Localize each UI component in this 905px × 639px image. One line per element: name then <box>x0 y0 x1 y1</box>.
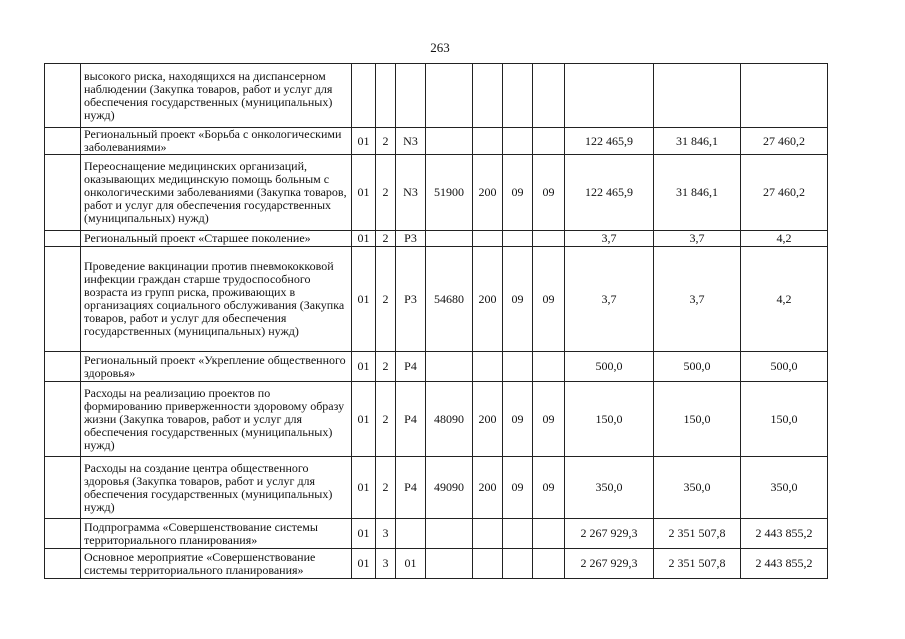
row-name: Подпрограмма «Совершенствование системы территориального планирования» <box>81 519 352 549</box>
subprogram-code: 2 <box>376 155 396 231</box>
expense-type-code: 200 <box>473 382 503 457</box>
amount-year-3: 27 460,2 <box>741 128 828 155</box>
expense-type-code <box>473 549 503 579</box>
activity-code: P4 <box>396 457 426 519</box>
section-code <box>503 128 533 155</box>
expense-type-code <box>473 352 503 382</box>
blank-cell <box>45 155 81 231</box>
program-code: 01 <box>352 457 376 519</box>
subsection-code: 09 <box>533 247 565 352</box>
expense-type-code <box>473 64 503 128</box>
table-row <box>45 247 828 352</box>
row-name: высокого риска, находящихся на диспансерном наблюдении (Закупка товаров, работ и услуг для обеспечения государственных (муниципальных) нужд) <box>81 64 352 128</box>
row-name: Проведение вакцинации против пневмококковой инфекции граждан старше трудоспособного возраста из групп риска, проживающих в организациях социального обслуживания (Закупка товаров, работ и услуг для обеспечения государственных (муниципальных) нужд) <box>81 247 352 352</box>
blank-cell <box>45 231 81 247</box>
subsection-code: 09 <box>533 382 565 457</box>
subsection-code <box>533 352 565 382</box>
amount-year-3: 2 443 855,2 <box>741 519 828 549</box>
amount-year-3: 350,0 <box>741 457 828 519</box>
amount-year-2: 3,7 <box>654 231 741 247</box>
section-code <box>503 352 533 382</box>
blank-cell <box>45 247 81 352</box>
amount-year-2: 500,0 <box>654 352 741 382</box>
subprogram-code: 2 <box>376 128 396 155</box>
blank-cell <box>45 519 81 549</box>
activity-code: N3 <box>396 128 426 155</box>
amount-year-3: 2 443 855,2 <box>741 549 828 579</box>
amount-year-2: 31 846,1 <box>654 155 741 231</box>
subsection-code <box>533 231 565 247</box>
table-row <box>45 457 828 519</box>
amount-year-1: 500,0 <box>565 352 654 382</box>
amount-year-2: 31 846,1 <box>654 128 741 155</box>
program-code: 01 <box>352 352 376 382</box>
table-row <box>45 549 828 579</box>
expense-type-code <box>473 519 503 549</box>
section-code <box>503 519 533 549</box>
row-name: Региональный проект «Старшее поколение» <box>81 231 352 247</box>
expense-type-code: 200 <box>473 155 503 231</box>
budget-table <box>44 63 828 579</box>
table-row <box>45 64 828 128</box>
program-code <box>352 64 376 128</box>
row-name: Региональный проект «Борьба с онкологическими заболеваниями» <box>81 128 352 155</box>
subprogram-code: 3 <box>376 519 396 549</box>
subsection-code <box>533 549 565 579</box>
expense-type-code: 200 <box>473 247 503 352</box>
expense-code <box>426 64 473 128</box>
subprogram-code: 3 <box>376 549 396 579</box>
program-code: 01 <box>352 519 376 549</box>
amount-year-3: 4,2 <box>741 231 828 247</box>
expense-type-code <box>473 231 503 247</box>
amount-year-1: 150,0 <box>565 382 654 457</box>
section-code <box>503 549 533 579</box>
amount-year-1: 3,7 <box>565 247 654 352</box>
program-code: 01 <box>352 155 376 231</box>
section-code: 09 <box>503 382 533 457</box>
expense-code <box>426 231 473 247</box>
subprogram-code <box>376 64 396 128</box>
activity-code: 01 <box>396 549 426 579</box>
table-row <box>45 519 828 549</box>
row-name: Расходы на создание центра общественного здоровья (Закупка товаров, работ и услуг для обеспечения государственных (муниципальных) нужд) <box>81 457 352 519</box>
blank-cell <box>45 457 81 519</box>
expense-code: 48090 <box>426 382 473 457</box>
section-code <box>503 231 533 247</box>
amount-year-1: 122 465,9 <box>565 155 654 231</box>
amount-year-1: 350,0 <box>565 457 654 519</box>
subprogram-code: 2 <box>376 247 396 352</box>
row-name: Основное мероприятие «Совершенствование системы территориального планирования» <box>81 549 352 579</box>
amount-year-2 <box>654 64 741 128</box>
section-code: 09 <box>503 457 533 519</box>
subprogram-code: 2 <box>376 231 396 247</box>
blank-cell <box>45 549 81 579</box>
expense-code: 49090 <box>426 457 473 519</box>
blank-cell <box>45 128 81 155</box>
page-number: 263 <box>430 40 450 55</box>
table-row <box>45 352 828 382</box>
amount-year-3: 150,0 <box>741 382 828 457</box>
table-row <box>45 155 828 231</box>
amount-year-3 <box>741 64 828 128</box>
expense-code <box>426 519 473 549</box>
subprogram-code: 2 <box>376 352 396 382</box>
amount-year-1: 2 267 929,3 <box>565 519 654 549</box>
program-code: 01 <box>352 549 376 579</box>
subsection-code: 09 <box>533 457 565 519</box>
amount-year-1 <box>565 64 654 128</box>
amount-year-1: 3,7 <box>565 231 654 247</box>
expense-code: 54680 <box>426 247 473 352</box>
blank-cell <box>45 382 81 457</box>
program-code: 01 <box>352 231 376 247</box>
program-code: 01 <box>352 382 376 457</box>
activity-code: P4 <box>396 352 426 382</box>
activity-code: P3 <box>396 231 426 247</box>
amount-year-2: 2 351 507,8 <box>654 549 741 579</box>
expense-code <box>426 549 473 579</box>
subsection-code <box>533 519 565 549</box>
amount-year-2: 3,7 <box>654 247 741 352</box>
table-row <box>45 231 828 247</box>
blank-cell <box>45 352 81 382</box>
amount-year-2: 350,0 <box>654 457 741 519</box>
subprogram-code: 2 <box>376 457 396 519</box>
subprogram-code: 2 <box>376 382 396 457</box>
subsection-code: 09 <box>533 155 565 231</box>
expense-code <box>426 352 473 382</box>
row-name: Региональный проект «Укрепление общественного здоровья» <box>81 352 352 382</box>
amount-year-2: 2 351 507,8 <box>654 519 741 549</box>
program-code: 01 <box>352 247 376 352</box>
activity-code <box>396 519 426 549</box>
expense-type-code <box>473 128 503 155</box>
expense-code <box>426 128 473 155</box>
activity-code: P4 <box>396 382 426 457</box>
expense-code: 51900 <box>426 155 473 231</box>
activity-code <box>396 64 426 128</box>
amount-year-1: 122 465,9 <box>565 128 654 155</box>
amount-year-1: 2 267 929,3 <box>565 549 654 579</box>
amount-year-3: 500,0 <box>741 352 828 382</box>
activity-code: N3 <box>396 155 426 231</box>
program-code: 01 <box>352 128 376 155</box>
row-name: Расходы на реализацию проектов по формированию приверженности здоровому образу жизни (Закупка товаров, работ и услуг для обеспечения государственных (муниципальных) нужд) <box>81 382 352 457</box>
table-row <box>45 382 828 457</box>
section-code <box>503 64 533 128</box>
expense-type-code: 200 <box>473 457 503 519</box>
table-row <box>45 128 828 155</box>
amount-year-2: 150,0 <box>654 382 741 457</box>
amount-year-3: 27 460,2 <box>741 155 828 231</box>
blank-cell <box>45 64 81 128</box>
row-name: Переоснащение медицинских организаций, оказывающих медицинскую помощь больным с онкологическими заболеваниями (Закупка товаров, работ и услуг для обеспечения государственных (муниципальных) нужд) <box>81 155 352 231</box>
amount-year-3: 4,2 <box>741 247 828 352</box>
subsection-code <box>533 64 565 128</box>
subsection-code <box>533 128 565 155</box>
activity-code: P3 <box>396 247 426 352</box>
section-code: 09 <box>503 247 533 352</box>
section-code: 09 <box>503 155 533 231</box>
